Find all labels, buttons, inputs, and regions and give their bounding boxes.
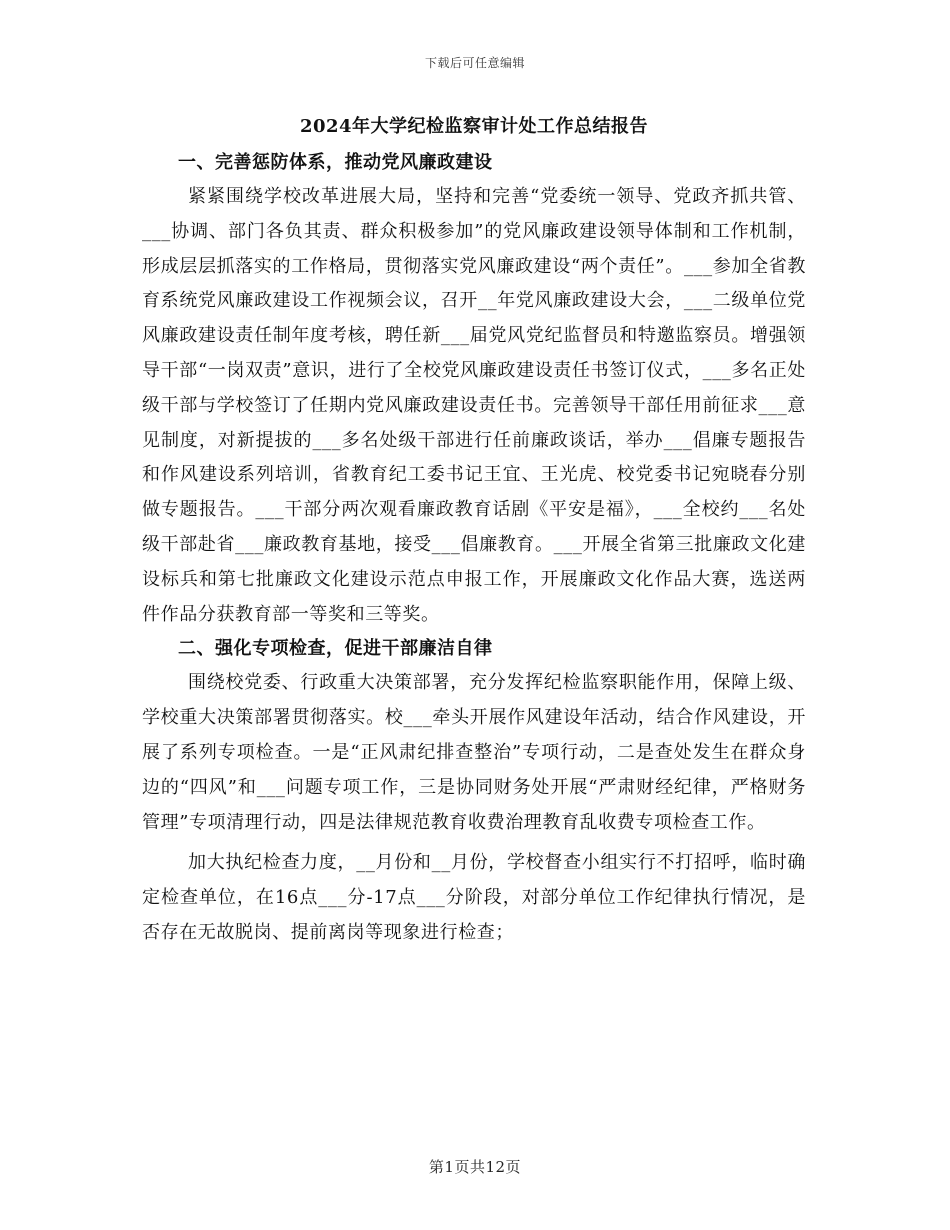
section-heading-1: 一、完善惩防体系，推动党风廉政建设 [178,152,493,173]
header-note: 下载后可任意编辑 [424,56,525,70]
document-body [142,112,806,951]
section-2-paragraph-2: 加大执纪检查力度，__月份和__月份，学校督查小组实行不打招呼，临时确定检查单位，在16点___分-17点___分阶段，对部分单位工作纪律执行情况，是否存在无故脱岗、提前离岗等现象进行检查； [142,852,806,943]
section-1-paragraph-1: 紧紧围绕学校改革进展大局，坚持和完善“党委统一领导、党政齐抓共管、___协调、部门各负其责、群众积极参加”的党风廉政建设领导体制和工作机制，形成层层抓落实的工作格局，贯彻落实党风廉政建设“两个责任”。___参加全省教育系统党风廉政建设工作视频会议，召开__年党风廉政建设大会，___二级单位党风廉政建设责任制年度考核，聘任新___届党风党纪监督员和特邀监察员。增强领导干部“一岗双责”意识，进行了全校党风廉政建设责任书签订仪式，___多名正处级干部与学校签订了任期内党风廉政建设责任书。完善领导干部任用前征求___意见制度，对新提拔的___多名处级干部进行任前廉政谈话，举办___倡廉专题报告和作风建设系列培训，省教育纪工委书记王宜、王光虎、校党委书记宛晓春分别做专题报告。___干部分两次观看廉政教育话剧《平安是福》，___全校约___名处级干部赴省___廉政教育基地，接受___倡廉教育。___开展全省第三批廉政文化建设标兵和第七批廉政文化建设示范点申报工作，开展廉政文化作品大赛，选送两件作品分获教育部一等奖和三等奖。 [142,186,806,625]
section-heading-2: 二、强化专项检查，促进干部廉洁自律 [178,638,493,660]
document-title: 2024年大学纪检监察审计处工作总结报告 [299,116,649,137]
page-number: 第1页共12页 [428,1158,522,1176]
section-2-paragraph-1: 围绕校党委、行政重大决策部署，充分发挥纪检监察职能作用，保障上级、学校重大决策部署贯彻落实。校___牵头开展作风建设年活动，结合作风建设，开展了系列专项检查。一是“正风肃纪排查整治”专项行动，二是查处发生在群众身边的“四风”和___问题专项工作，三是协同财务处开展“严肃财经纪律，严格财务管理”专项清理行动，四是法律规范教育收费治理教育乱收费专项检查工作。 [142,672,806,833]
